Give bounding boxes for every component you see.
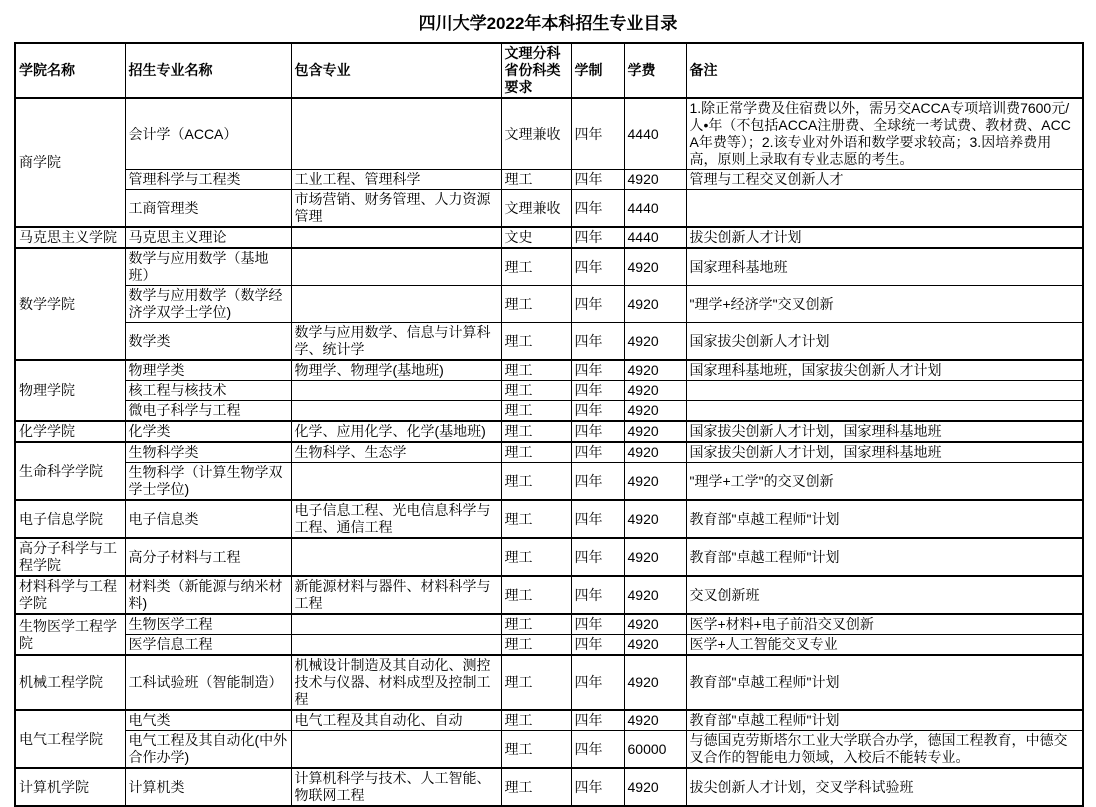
major-cell: 核工程与核技术 [125,381,291,401]
major-cell: 马克思主义理论 [125,227,291,248]
includes-cell: 工业工程、管理科学 [291,170,501,190]
note-cell: 教育部"卓越工程师"计划 [686,538,1083,576]
note-cell: 国家拔尖创新人才计划，国家理科基地班 [686,421,1083,442]
table-row [15,227,1083,248]
college-cell: 电气工程学院 [15,710,125,768]
major-cell: 医学信息工程 [125,635,291,656]
header-note: 备注 [686,43,1083,98]
subject-cell: 理工 [501,731,571,769]
fee-cell: 4920 [624,635,686,656]
duration-cell: 四年 [571,190,624,228]
fee-cell: 4920 [624,170,686,190]
table-row [15,190,1083,228]
includes-cell: 新能源材料与器件、材料科学与工程 [291,576,501,614]
subject-cell: 文史 [501,227,571,248]
duration-cell: 四年 [571,731,624,769]
includes-cell: 电子信息工程、光电信息科学与工程、通信工程 [291,500,501,538]
major-cell: 计算机类 [125,768,291,806]
fee-cell: 4920 [624,421,686,442]
note-cell [686,190,1083,228]
subject-cell: 理工 [501,576,571,614]
table-row [15,286,1083,323]
header-fee: 学费 [624,43,686,98]
fee-cell: 4920 [624,538,686,576]
major-cell: 数学类 [125,323,291,361]
major-cell: 工科试验班（智能制造） [125,655,291,710]
major-cell: 工商管理类 [125,190,291,228]
subject-cell: 理工 [501,442,571,463]
subject-cell: 理工 [501,248,571,286]
includes-cell [291,286,501,323]
major-cell: 管理科学与工程类 [125,170,291,190]
duration-cell: 四年 [571,768,624,806]
fee-cell: 4920 [624,463,686,501]
includes-cell [291,463,501,501]
fee-cell: 4920 [624,442,686,463]
college-cell: 化学学院 [15,421,125,442]
college-cell: 生物医学工程学院 [15,614,125,655]
duration-cell: 四年 [571,421,624,442]
fee-cell: 4920 [624,360,686,381]
duration-cell: 四年 [571,170,624,190]
major-cell: 生物医学工程 [125,614,291,635]
college-cell: 材料科学与工程学院 [15,576,125,614]
includes-cell: 物理学、物理学(基地班) [291,360,501,381]
duration-cell: 四年 [571,381,624,401]
table-row [15,381,1083,401]
college-cell: 物理学院 [15,360,125,421]
majors-table [14,42,1084,807]
college-cell: 马克思主义学院 [15,227,125,248]
note-cell: 交叉创新班 [686,576,1083,614]
college-cell: 商学院 [15,98,125,227]
subject-cell: 理工 [501,655,571,710]
table-row [15,635,1083,656]
major-cell: 生物科学类 [125,442,291,463]
includes-cell [291,538,501,576]
table-row [15,463,1083,501]
includes-cell: 数学与应用数学、信息与计算科学、统计学 [291,323,501,361]
table-row [15,98,1083,170]
duration-cell: 四年 [571,323,624,361]
fee-cell: 4920 [624,614,686,635]
duration-cell: 四年 [571,227,624,248]
header-includes: 包含专业 [291,43,501,98]
subject-cell: 理工 [501,500,571,538]
duration-cell: 四年 [571,442,624,463]
table-row [15,538,1083,576]
subject-cell: 理工 [501,381,571,401]
duration-cell: 四年 [571,655,624,710]
includes-cell: 电气工程及其自动化、自动 [291,710,501,731]
fee-cell: 4920 [624,768,686,806]
header-duration: 学制 [571,43,624,98]
fee-cell: 4920 [624,655,686,710]
page-title: 四川大学2022年本科招生专业目录 [418,14,678,33]
subject-cell: 理工 [501,401,571,422]
note-cell: 拔尖创新人才计划，交叉学科试验班 [686,768,1083,806]
table-row [15,710,1083,731]
duration-cell: 四年 [571,614,624,635]
includes-cell [291,227,501,248]
note-cell: 1.除正常学费及住宿费以外，需另交ACCA专项培训费7600元/人•年（不包括ACCA注册费、全球统一考试费、教材费、ACCA年费等）；2.该专业对外语和数学要求较高；3.因培养费用高，原则上录取有专业志愿的考生。 [686,98,1083,170]
subject-cell: 理工 [501,538,571,576]
note-cell: 医学+材料+电子前沿交叉创新 [686,614,1083,635]
college-cell: 机械工程学院 [15,655,125,710]
includes-cell: 生物科学、生态学 [291,442,501,463]
fee-cell: 4920 [624,576,686,614]
note-cell: 教育部"卓越工程师"计划 [686,710,1083,731]
duration-cell: 四年 [571,538,624,576]
subject-cell: 理工 [501,286,571,323]
table-row [15,248,1083,286]
subject-cell: 理工 [501,323,571,361]
includes-cell [291,401,501,422]
fee-cell: 4440 [624,190,686,228]
subject-cell: 理工 [501,710,571,731]
table-body [15,98,1083,806]
includes-cell [291,614,501,635]
duration-cell: 四年 [571,710,624,731]
fee-cell: 60000 [624,731,686,769]
note-cell: 教育部"卓越工程师"计划 [686,655,1083,710]
table-row [15,401,1083,422]
table-row [15,655,1083,710]
fee-cell: 4920 [624,401,686,422]
duration-cell: 四年 [571,98,624,170]
table-row [15,500,1083,538]
note-cell: 国家拔尖创新人才计划，国家理科基地班 [686,442,1083,463]
major-cell: 物理学类 [125,360,291,381]
includes-cell [291,731,501,769]
major-cell: 生物科学（计算生物学双学士学位) [125,463,291,501]
fee-cell: 4920 [624,248,686,286]
major-cell: 微电子科学与工程 [125,401,291,422]
note-cell: 管理与工程交叉创新人才 [686,170,1083,190]
table-row [15,421,1083,442]
includes-cell [291,248,501,286]
includes-cell [291,635,501,656]
major-cell: 材料类（新能源与纳米材料) [125,576,291,614]
major-cell: 高分子材料与工程 [125,538,291,576]
subject-cell: 理工 [501,421,571,442]
subject-cell: 理工 [501,614,571,635]
duration-cell: 四年 [571,286,624,323]
major-cell: 化学类 [125,421,291,442]
note-cell: 国家理科基地班，国家拔尖创新人才计划 [686,360,1083,381]
subject-cell: 理工 [501,170,571,190]
table-row [15,170,1083,190]
includes-cell [291,381,501,401]
note-cell: "理学+经济学"交叉创新 [686,286,1083,323]
major-cell: 数学与应用数学（数学经济学双学士学位) [125,286,291,323]
subject-cell: 文理兼收 [501,190,571,228]
table-row [15,323,1083,361]
major-cell: 电子信息类 [125,500,291,538]
major-cell: 数学与应用数学（基地班） [125,248,291,286]
includes-cell: 计算机科学与技术、人工智能、物联网工程 [291,768,501,806]
college-cell: 生命科学学院 [15,442,125,500]
table-row [15,576,1083,614]
duration-cell: 四年 [571,463,624,501]
major-cell: 电气类 [125,710,291,731]
fee-cell: 4920 [624,500,686,538]
includes-cell: 机械设计制造及其自动化、测控技术与仪器、材料成型及控制工程 [291,655,501,710]
subject-cell: 文理兼收 [501,98,571,170]
college-cell: 数学学院 [15,248,125,360]
fee-cell: 4920 [624,286,686,323]
college-cell: 高分子科学与工程学院 [15,538,125,576]
header-subject-requirement: 文理分科省份科类要求 [501,43,571,98]
college-cell: 计算机学院 [15,768,125,806]
header-row [15,43,1083,98]
subject-cell: 理工 [501,635,571,656]
duration-cell: 四年 [571,401,624,422]
major-cell: 会计学（ACCA） [125,98,291,170]
fee-cell: 4920 [624,323,686,361]
includes-cell: 市场营销、财务管理、人力资源管理 [291,190,501,228]
major-cell: 电气工程及其自动化(中外合作办学) [125,731,291,769]
duration-cell: 四年 [571,635,624,656]
note-cell: 与德国克劳斯塔尔工业大学联合办学，德国工程教育，中德交叉合作的智能电力领域，入校后不能转专业。 [686,731,1083,769]
fee-cell: 4920 [624,710,686,731]
duration-cell: 四年 [571,576,624,614]
note-cell [686,381,1083,401]
table-row [15,442,1083,463]
table-row [15,614,1083,635]
note-cell: 医学+人工智能交叉专业 [686,635,1083,656]
note-cell: 国家理科基地班 [686,248,1083,286]
college-cell: 电子信息学院 [15,500,125,538]
duration-cell: 四年 [571,500,624,538]
header-college: 学院名称 [15,43,125,98]
subject-cell: 理工 [501,768,571,806]
includes-cell: 化学、应用化学、化学(基地班) [291,421,501,442]
table-row [15,731,1083,769]
note-cell: 拔尖创新人才计划 [686,227,1083,248]
fee-cell: 4440 [624,227,686,248]
subject-cell: 理工 [501,463,571,501]
note-cell [686,401,1083,422]
table-row [15,360,1083,381]
subject-cell: 理工 [501,360,571,381]
note-cell: 国家拔尖创新人才计划 [686,323,1083,361]
note-cell: "理学+工学"的交叉创新 [686,463,1083,501]
fee-cell: 4920 [624,381,686,401]
header-major: 招生专业名称 [125,43,291,98]
includes-cell [291,98,501,170]
note-cell: 教育部"卓越工程师"计划 [686,500,1083,538]
fee-cell: 4440 [624,98,686,170]
duration-cell: 四年 [571,360,624,381]
duration-cell: 四年 [571,248,624,286]
table-row [15,768,1083,806]
